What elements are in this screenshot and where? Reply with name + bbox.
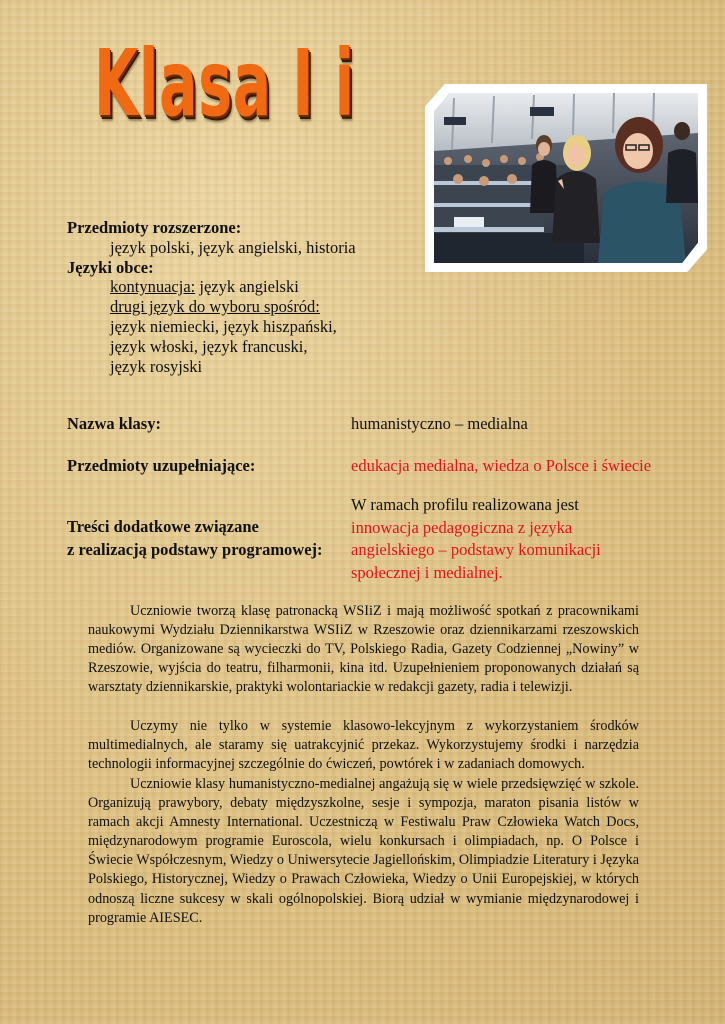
second-language-line-2: język włoski, język francuski, xyxy=(110,336,308,356)
continuation-line xyxy=(67,277,356,297)
second-language-label: drugi język do wyboru spośród: xyxy=(110,297,320,317)
additional-content-line-3: angielskiego – podstawy komunikacji xyxy=(351,540,601,559)
additional-content-label-line-1: Treści dodatkowe związane xyxy=(67,517,259,536)
additional-content-value xyxy=(351,494,681,584)
additional-content-line-2: innowacja pedagogiczna z języka xyxy=(351,517,573,537)
class-photo xyxy=(434,93,698,263)
subjects-section xyxy=(67,218,356,376)
supplementary-subjects-label: Przedmioty uzupełniające: xyxy=(67,456,256,475)
paragraph-activities: Uczniowie klasy humanistyczno-medialnej angażują się w wiele przedsięwzięć w szkole. Organizują prawybory, debaty międzyszkolne, sesje i sympozja, maraton pisania listów w ramach akcji Amnesty International. Uczestniczą w Festiwalu Praw Człowieka Watch Docs, międzynarodowym programie Euroscola, wielu konkursach i olimpiadach, np. O Polsce i Świecie Współczesnym, Wiedzy o Uniwersytecie Jagiellońskim, Olimpiadzie Literatury i Języka Polskiego, Historycznej, Wiedzy o Prawach Człowieka, Wiedzy o Unii Europejskiej, w których odnoszą liczne sukcesy w skali ogólnopolskiej. Biorą udział w wymianie międzynarodowej i programie AIESEC. xyxy=(88,776,639,926)
paragraph-patronage: Uczniowie tworzą klasę patronacką WSIiZ i mają możliwość spotkań z pracownikami naukowymi Wydziału Dziennikarstwa WSIiZ w Rzeszowie oraz dziennikarzami rzeszowskich mediów. Organizowane są wycieczki do TV, Polskiego Radia, Gazety Codziennej „Nowiny” w Rzeszowie, wyjścia do teatru, filharmonii, kina itd. Uzupełnieniem proponowanych działań są warsztaty dziennikarskie, praktyki wolontariackie w redakcji gazety, radia i telewizji. xyxy=(88,603,639,696)
class-photo-frame xyxy=(425,84,707,272)
paragraph-teaching: Uczymy nie tylko w systemie klasowo-lekcyjnym z wykorzystaniem środków multimedialnych, ale staramy się uatrakcyjnić przekaz. Wykorzystujemy środki i narzędzia technologii informacyjnej szczególnie do ćwiczeń, powtórek i w zadaniach domowych. xyxy=(88,718,639,773)
continuation-label: kontynuacja: xyxy=(110,277,196,297)
page-title: Klasa I i xyxy=(94,30,355,137)
additional-content-line-4: społecznej i medialnej. xyxy=(351,562,503,582)
extended-subjects-list: język polski, język angielski, historia xyxy=(110,237,356,257)
continuation-value: język angielski xyxy=(195,277,299,297)
additional-content-label-line-2: z realizacją podstawy programowej: xyxy=(67,539,323,559)
class-name-label: Nazwa klasy: xyxy=(67,414,161,433)
extended-subjects-heading: Przedmioty rozszerzone: xyxy=(67,218,242,237)
additional-content-line-1: W ramach profilu realizowana jest xyxy=(351,495,579,514)
second-language-line-1: język niemiecki, język hiszpański, xyxy=(110,316,337,336)
supplementary-subjects-value: edukacja medialna, wiedza o Polsce i świecie xyxy=(351,456,652,475)
foreign-languages-heading: Języki obce: xyxy=(67,257,154,277)
additional-content-label xyxy=(67,516,323,561)
second-language-line-3: język rosyjski xyxy=(110,356,203,376)
class-name-value: humanistyczno – medialna xyxy=(351,414,528,433)
